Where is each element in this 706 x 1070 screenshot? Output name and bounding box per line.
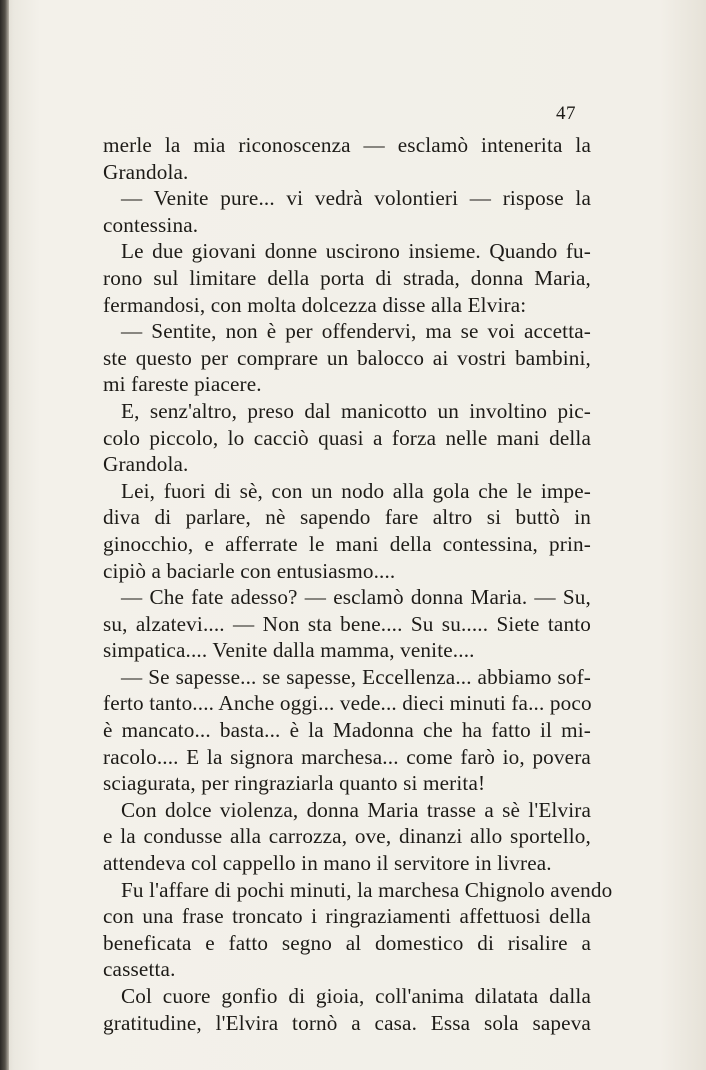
paragraph xyxy=(103,584,591,664)
text-line: racolo.... E la signora marchesa... come farò io, povera xyxy=(103,744,591,769)
text-line: mi fareste piacere. xyxy=(103,372,262,397)
paragraph xyxy=(103,238,591,318)
text-line: contessina. xyxy=(103,212,199,237)
text-line: attendeva col cappello in mano il servitore in livrea. xyxy=(103,851,552,876)
text-line: rono sul limitare della porta di strada, donna Maria, xyxy=(103,265,591,290)
text-line: fermandosi, con molta dolcezza disse alla Elvira: xyxy=(103,292,527,317)
text-line: Col cuore gonfio di gioia, coll'anima dilatata dalla xyxy=(121,984,591,1008)
text-line: colo piccolo, lo cacciò quasi a forza nelle mani della xyxy=(103,425,591,450)
text-line: simpatica.... Venite dalla mamma, venite.... xyxy=(103,638,475,663)
text-line: cipiò a baciarle con entusiasmo.... xyxy=(103,558,396,583)
text-line: è mancato... basta... è la Madonna che ha fatto il mi- xyxy=(103,718,591,743)
text-line: sciagurata, per ringraziarla quanto si merita! xyxy=(103,771,486,796)
paragraph xyxy=(103,877,613,983)
text-line: — Che fate adesso? — esclamò donna Maria. — Su, xyxy=(121,585,591,610)
text-line: ste questo per comprare un balocco ai vostri bambini, xyxy=(103,345,591,370)
page-gutter-shadow xyxy=(0,0,9,1070)
paragraph xyxy=(103,318,591,398)
text-line: beneficata e fatto segno al domestico di risalire a xyxy=(103,930,591,955)
text-line: cassetta. xyxy=(103,957,176,982)
text-line: su, alzatevi.... — Non sta bene.... Su su..... Siete tanto xyxy=(103,611,591,636)
text-line: Fu l'affare di pochi minuti, la marchesa Chignolo avendo xyxy=(121,877,613,902)
paragraph xyxy=(103,398,591,478)
paragraph xyxy=(103,797,591,877)
text-line: Le due giovani donne uscirono insieme. Quando fu- xyxy=(121,239,591,264)
paragraph xyxy=(103,983,591,1036)
paragraph xyxy=(103,185,591,238)
text-line: e la condusse alla carrozza, ove, dinanzi allo sportello, xyxy=(103,824,591,849)
text-line: gratitudine, l'Elvira tornò a casa. Essa sola sapeva xyxy=(103,1010,591,1035)
text-line: — Se sapesse... se sapesse, Eccellenza... abbiamo sof- xyxy=(121,664,591,689)
text-line: merle la mia riconoscenza — esclamò intenerita la xyxy=(103,133,591,157)
text-line: ferto tanto.... Anche oggi... vede... dieci minuti fa... poco xyxy=(103,691,592,716)
paragraph xyxy=(103,664,591,797)
text-line: Grandola. xyxy=(103,452,189,477)
text-line: ginocchio, e afferrate le mani della contessina, prin- xyxy=(103,531,591,556)
text-line: E, senz'altro, preso dal manicotto un involtino pic- xyxy=(121,398,591,423)
paragraph xyxy=(103,478,591,584)
body-text xyxy=(103,132,613,1036)
text-line: diva di parlare, nè sapendo fare altro si buttò in xyxy=(103,505,591,530)
text-line: — Sentite, non è per offendervi, ma se voi accetta- xyxy=(121,319,591,344)
paragraph xyxy=(103,132,591,185)
text-line: Lei, fuori di sè, con un nodo alla gola che le impe- xyxy=(121,478,591,503)
text-line: Grandola. xyxy=(103,159,189,184)
page-number: 47 xyxy=(556,103,576,124)
text-line: con una frase troncato i ringraziamenti affettuosi della xyxy=(103,904,591,929)
text-line: — Venite pure... vi vedrà volontieri — rispose la xyxy=(121,186,591,211)
text-line: Con dolce violenza, donna Maria trasse a sè l'Elvira xyxy=(121,797,591,822)
